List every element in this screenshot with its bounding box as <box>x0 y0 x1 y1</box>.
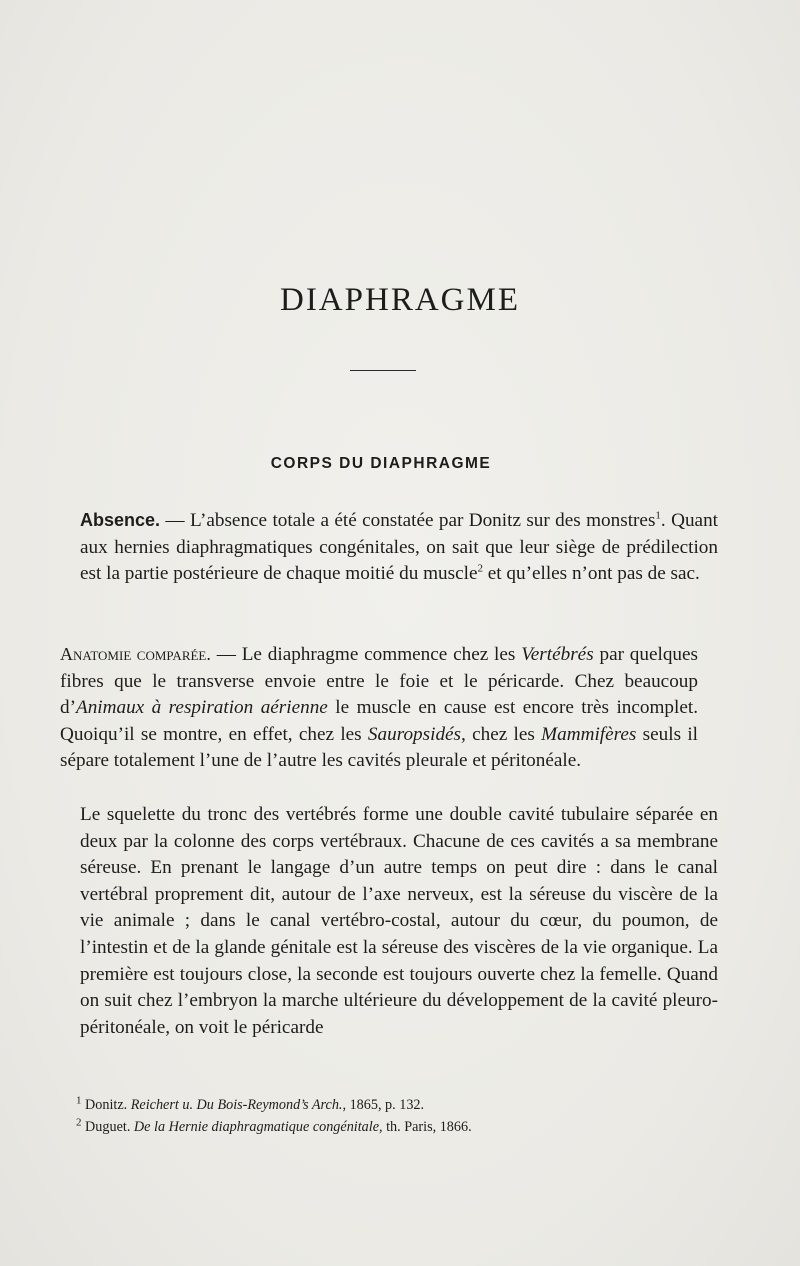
footnote-mark-2: 2 <box>76 1116 82 1129</box>
anatomie-italic-1: Vertébrés <box>521 644 594 665</box>
anatomie-text-1: — Le diaphragme commence chez les <box>210 644 522 665</box>
anatomie-text-2: par quelques fibres que le transverse envoie entre le foie et le péricarde. Chez beaucoup d’ <box>60 644 698 719</box>
footnote-mark-1: 1 <box>76 1094 82 1107</box>
anatomie-text-4: chez les <box>465 723 542 745</box>
paragraph-squelette: Le squelette du tronc des vertébrés forme une double cavité tubulaire séparée en deux par la colonne des corps vertébraux. Chacune de ces cavités a sa membrane séreuse. En prenant le langage d’un autre temps on peut dire : dans le canal vertébral proprement dit, autour de l’axe nerveux, est la séreuse du viscère de la vie animale ; dans le canal vertébro-costal, autour du cœur, du poumon, de l’intestin et de la glande génitale est la séreuse des viscères de la vie organique. La première est toujours close, la seconde est toujours ouverte chez la femelle. Quand on suit chez l’embryon la marche ultérieure du développement de la cavité pleuro-péritonéale, on voit le péricarde <box>80 804 718 1038</box>
absence-text-1: — L’absence totale a été constatée par Donitz sur des monstres <box>160 510 656 531</box>
footnote-2-work: De la Hernie diaphragmatique congénitale <box>133 1119 380 1135</box>
footnotes <box>76 1094 716 1138</box>
footnote-2-author: Duguet. <box>81 1119 134 1135</box>
anatomie-italic-3: Sauropsidés, <box>367 723 466 745</box>
footnote-2-rest: , th. Paris, 1866. <box>379 1119 472 1135</box>
absence-label: Absence. <box>80 510 161 530</box>
paragraph-absence <box>60 507 718 588</box>
absence-text-3: et qu’elles n’ont pas de sac. <box>482 563 700 585</box>
anatomie-label: Anatomie comparée. <box>60 644 211 664</box>
paragraph-anatomie-comparee <box>60 641 698 775</box>
footnote-1 <box>76 1094 716 1116</box>
title-divider <box>350 370 416 371</box>
footnote-ref-1: 1 <box>655 509 661 522</box>
footnote-1-work: Reichert u. Du Bois-Reymond’s Arch. <box>130 1097 343 1113</box>
page-title: DIAPHRAGME <box>279 282 520 318</box>
anatomie-text-5: seuls il sépare totalement l’une de l’autre les cavités pleurale et péritonéale. <box>60 723 698 772</box>
absence-text-2: . Quant aux hernies diaphragmatiques congénitales, on sait que leur siège de prédilection est la partie postérieure de chaque moitié du muscle <box>80 510 718 585</box>
anatomie-italic-2: Animaux à respiration aérienne <box>75 697 328 719</box>
footnote-2 <box>76 1116 716 1138</box>
section-heading: CORPS DU DIAPHRAGME <box>270 455 492 472</box>
footnote-1-author: Donitz. <box>81 1097 131 1113</box>
anatomie-italic-4: Mammifères <box>541 723 637 745</box>
footnote-1-rest: , 1865, p. 132. <box>342 1097 425 1113</box>
footnote-ref-2: 2 <box>477 562 483 575</box>
anatomie-text-3: le muscle en cause est encore très incomplet. Quoiqu’il se montre, en effet, chez les <box>60 697 698 745</box>
